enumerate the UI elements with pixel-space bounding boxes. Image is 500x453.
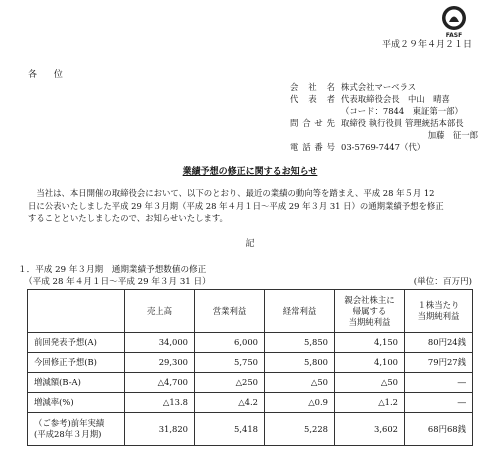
row-label: 増減額(B-A) bbox=[28, 373, 125, 393]
release-date: 平成２９年４月２１日 bbox=[381, 40, 472, 50]
table-cell: △250 bbox=[195, 373, 265, 393]
table-cell: 5,750 bbox=[195, 353, 265, 373]
contact-title: 取締役 執行役員 管理統括本部長 bbox=[341, 118, 464, 128]
logo-text: FASF bbox=[445, 32, 463, 38]
header-net-sales: 売上高 bbox=[125, 290, 195, 333]
section-heading: １．平成 29 年３月期 通期業績予想数値の修正 bbox=[18, 265, 207, 275]
row-label: （ご参考)前年実績 (平成28年３月期) bbox=[28, 413, 125, 446]
table-row bbox=[28, 393, 473, 413]
contact-label: 問合せ先 bbox=[290, 118, 335, 128]
representative-label: 代表者 bbox=[290, 94, 335, 104]
stock-code: （コード：7844 東証第一部） bbox=[341, 106, 463, 116]
header-operating-income: 営業利益 bbox=[195, 290, 265, 333]
table-cell: 31,820 bbox=[125, 413, 195, 446]
body-line: 日に公表いたしました平成 29 年３月期（平成 28 年４月１日〜平成 29 年３月 31 日）の通期業績予想を修正 bbox=[28, 200, 444, 211]
header-eps: １株当たり 当期純利益 bbox=[405, 290, 473, 333]
table-row bbox=[28, 333, 473, 353]
table-cell: 79円27銭 bbox=[405, 353, 473, 373]
table-cell: 80円24銭 bbox=[405, 333, 473, 353]
unit-label: (単位：百万円) bbox=[413, 277, 472, 287]
ki-mark: 記 bbox=[245, 239, 255, 249]
table-cell: ― bbox=[405, 373, 473, 393]
table-row bbox=[28, 413, 473, 446]
body-line: することといたしましたので、お知らせいたします。 bbox=[28, 213, 228, 223]
header-ordinary-income: 経常利益 bbox=[265, 290, 335, 333]
section-period: （平成 28 年４月１日〜平成 29 年３月 31 日） bbox=[24, 277, 211, 287]
company-name: 株式会社マーベラス bbox=[341, 82, 417, 92]
table-cell: 5,850 bbox=[265, 333, 335, 353]
table-cell: 34,000 bbox=[125, 333, 195, 353]
addressee: 各 位 bbox=[28, 70, 70, 80]
table-cell: △50 bbox=[265, 373, 335, 393]
phone-label: 電話番号 bbox=[290, 142, 335, 152]
table-row bbox=[28, 353, 473, 373]
header-net-income: 親会社株主に 帰属する 当期純利益 bbox=[335, 290, 405, 333]
table-cell: 5,228 bbox=[265, 413, 335, 446]
table-cell: 6,000 bbox=[195, 333, 265, 353]
table-cell: △1.2 bbox=[335, 393, 405, 413]
table-cell: 4,100 bbox=[335, 353, 405, 373]
header-empty bbox=[28, 290, 125, 333]
table-cell: 5,418 bbox=[195, 413, 265, 446]
table-cell: △4,700 bbox=[125, 373, 195, 393]
fasf-logo bbox=[440, 5, 468, 38]
table-row bbox=[28, 373, 473, 393]
table-cell: 4,150 bbox=[335, 333, 405, 353]
row-label: 前回発表予想(A) bbox=[28, 333, 125, 353]
row-label: 今回修正予想(B) bbox=[28, 353, 125, 373]
table-cell: 68円68銭 bbox=[405, 413, 473, 446]
table-cell: ― bbox=[405, 393, 473, 413]
row-label: 増減率(%) bbox=[28, 393, 125, 413]
table-cell: 29,300 bbox=[125, 353, 195, 373]
forecast-table bbox=[27, 289, 473, 446]
body-text bbox=[28, 187, 472, 225]
table-cell: △0.9 bbox=[265, 393, 335, 413]
contact-name: 加藤 征一郎 bbox=[427, 130, 478, 140]
table-cell: △50 bbox=[335, 373, 405, 393]
representative: 代表取締役会長 中山 晴喜 bbox=[341, 94, 450, 104]
table-cell: △4.2 bbox=[195, 393, 265, 413]
table-cell: 5,800 bbox=[265, 353, 335, 373]
phone-number: 03-5769-7447（代） bbox=[341, 142, 426, 152]
company-info bbox=[290, 82, 490, 154]
company-name-label: 会社名 bbox=[290, 82, 335, 92]
document-title: 業績予想の修正に関するお知らせ bbox=[182, 167, 318, 177]
table-cell: △13.8 bbox=[125, 393, 195, 413]
body-line: 当社は、本日開催の取締役会において、以下のとおり、最近の業績の動向等を踏まえ、平成 28 年５月 12 bbox=[28, 188, 435, 198]
table-cell: 3,602 bbox=[335, 413, 405, 446]
